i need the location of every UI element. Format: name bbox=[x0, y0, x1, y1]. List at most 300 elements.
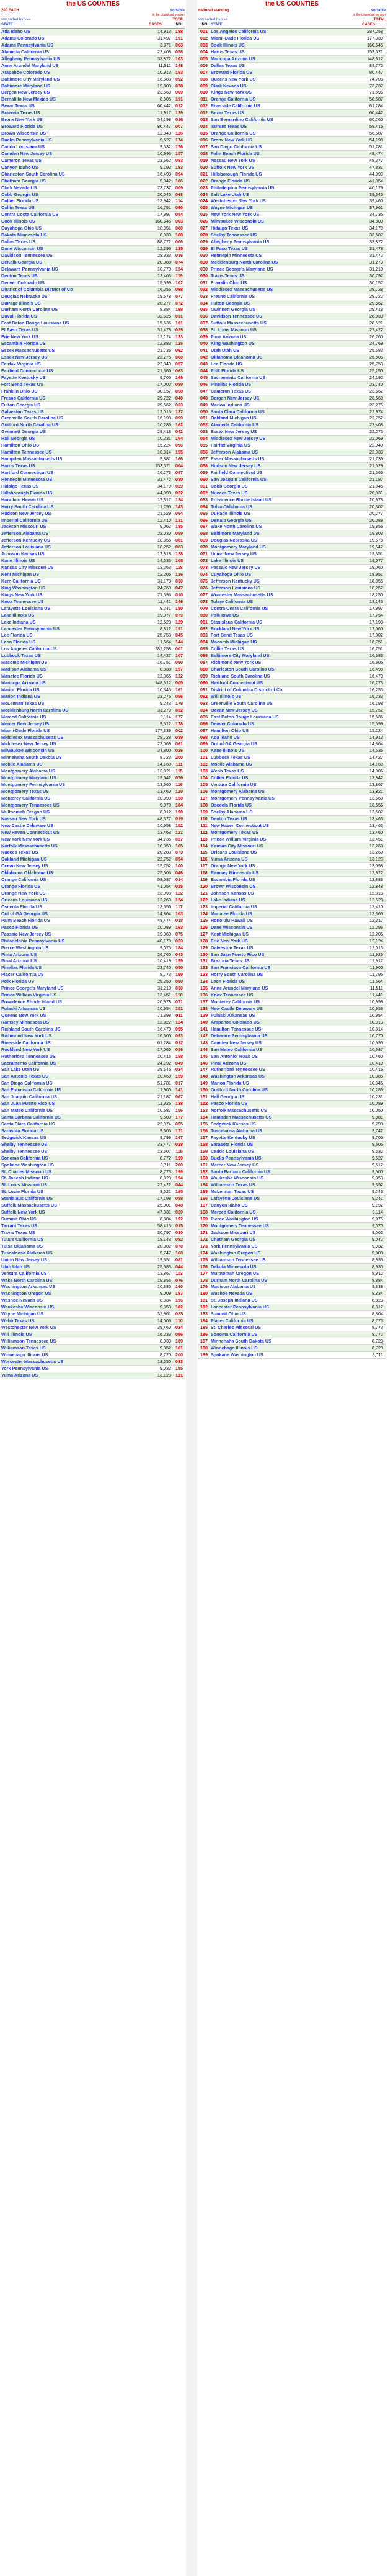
case-count: 13,507 bbox=[369, 808, 383, 815]
county-name: Jefferson Alabama US bbox=[211, 449, 258, 455]
rank-number: 138 bbox=[175, 1101, 183, 1107]
right-rows bbox=[198, 29, 386, 1359]
county-name: Passaic New Jersey US bbox=[211, 565, 261, 571]
rank-number: 156 bbox=[200, 1127, 208, 1134]
table-row bbox=[1, 1013, 185, 1019]
right-title: the US COUNTIES bbox=[265, 1, 319, 7]
rank-number: 083 bbox=[175, 544, 183, 550]
case-count: 16,751 bbox=[157, 660, 171, 666]
county-name: Kane Illinois US bbox=[1, 558, 35, 564]
case-count: 10,958 bbox=[369, 1006, 383, 1011]
table-row bbox=[198, 395, 386, 402]
rank-number: 090 bbox=[200, 680, 208, 686]
rank-number: 189 bbox=[200, 1351, 208, 1357]
case-count: 9,114 bbox=[160, 713, 171, 720]
case-count: 22,069 bbox=[369, 436, 383, 442]
rank-number: 173 bbox=[200, 1243, 208, 1249]
county-name: Spokane Washington US bbox=[211, 1351, 263, 1357]
case-count: 71,398 bbox=[157, 1012, 171, 1018]
county-name: Camden New Jersey US bbox=[1, 150, 52, 156]
case-count: 14,864 bbox=[157, 910, 171, 916]
county-name: Lake Indiana US bbox=[1, 619, 36, 625]
rank-number: 157 bbox=[200, 1134, 208, 1140]
table-row bbox=[198, 768, 386, 775]
case-count: 15,752 bbox=[157, 863, 171, 869]
county-name: Durham North Carolina US bbox=[1, 306, 58, 313]
table-row bbox=[198, 117, 386, 123]
table-row bbox=[1, 592, 185, 599]
case-count: 80,447 bbox=[369, 69, 383, 75]
table-row bbox=[1, 1318, 185, 1325]
case-count: 24,192 bbox=[157, 1060, 171, 1066]
case-count: 34,179 bbox=[369, 225, 383, 231]
rank-number: 165 bbox=[200, 1189, 208, 1195]
table-row bbox=[198, 823, 386, 830]
county-name: Worcester Massachusetts US bbox=[1, 1358, 64, 1364]
case-count: 9,353 bbox=[160, 1304, 171, 1310]
county-name: Shelby Tennessee US bbox=[211, 232, 257, 238]
case-count: 177,339 bbox=[155, 727, 171, 733]
case-count: 19,856 bbox=[157, 1277, 171, 1283]
county-name: Yuma Arizona US bbox=[1, 1372, 38, 1378]
case-count: 9,512 bbox=[160, 720, 171, 727]
rank-number: 061 bbox=[200, 483, 208, 489]
county-name: DuPage Illinois US bbox=[211, 510, 250, 516]
rank-number: 122 bbox=[200, 897, 208, 903]
table-row bbox=[198, 476, 386, 483]
rank-number: 046 bbox=[175, 870, 183, 876]
table-row bbox=[1, 306, 185, 313]
rank-number: 113 bbox=[175, 1270, 183, 1276]
case-count: 10,954 bbox=[369, 1012, 383, 1018]
table-row bbox=[1, 361, 185, 368]
rank-number: 102 bbox=[200, 761, 208, 767]
county-name: Suffolk New York US bbox=[211, 164, 255, 170]
rank-number: 060 bbox=[200, 476, 208, 482]
case-count: 21,366 bbox=[157, 367, 171, 373]
case-count: 60,260 bbox=[369, 117, 383, 123]
case-count: 21,529 bbox=[157, 510, 171, 516]
case-count: 29,722 bbox=[369, 293, 383, 299]
county-name: Hamilton Tennessee US bbox=[1, 449, 52, 455]
county-name: Santa Barbara California US bbox=[1, 1114, 61, 1120]
rank-number: 022 bbox=[200, 177, 208, 184]
rank-number: 158 bbox=[200, 1141, 208, 1147]
case-count: 20,088 bbox=[157, 259, 171, 265]
table-row bbox=[1, 537, 185, 544]
rank-number: 004 bbox=[200, 48, 208, 55]
case-count: 20,277 bbox=[369, 510, 383, 516]
rank-number: 058 bbox=[175, 388, 183, 394]
rank-number: 117 bbox=[200, 863, 208, 869]
case-count: 51,781 bbox=[369, 143, 383, 150]
rank-number: 044 bbox=[175, 1182, 183, 1188]
case-count: 71,596 bbox=[369, 89, 383, 96]
county-name: Utah Utah US bbox=[211, 347, 239, 354]
table-row bbox=[198, 456, 386, 463]
rank-number: 175 bbox=[200, 1256, 208, 1263]
rank-number: 185 bbox=[175, 1365, 183, 1371]
case-count: 22,040 bbox=[369, 442, 383, 449]
case-count: 25,250 bbox=[369, 367, 383, 373]
table-row bbox=[198, 592, 386, 599]
table-row bbox=[1, 775, 185, 782]
county-name: Bergen New Jersey US bbox=[211, 395, 260, 401]
case-count: 19,542 bbox=[157, 775, 171, 781]
county-name: Denver Colorado US bbox=[1, 279, 45, 285]
case-count: 12,365 bbox=[369, 910, 383, 916]
rank-number: 151 bbox=[175, 1006, 183, 1011]
rank-number: 125 bbox=[175, 341, 183, 347]
case-count: 12,124 bbox=[369, 937, 383, 944]
county-name: Hillsborough Florida US bbox=[1, 490, 53, 496]
county-name: Imperial California US bbox=[1, 517, 48, 523]
table-row bbox=[1, 802, 185, 809]
case-count: 37,961 bbox=[369, 205, 383, 211]
case-count: 25,250 bbox=[157, 978, 171, 985]
table-row bbox=[1, 483, 185, 490]
case-count: 15,599 bbox=[369, 720, 383, 727]
case-count: 29,728 bbox=[369, 286, 383, 292]
case-count: 14,913 bbox=[157, 29, 171, 34]
right-col-cases[interactable]: CASES bbox=[362, 23, 375, 27]
left-column-header bbox=[1, 22, 185, 29]
case-count: 14,427 bbox=[369, 754, 383, 761]
table-row bbox=[198, 653, 386, 660]
case-count: 20,302 bbox=[157, 1243, 171, 1249]
right-col-no[interactable]: NO bbox=[201, 23, 208, 27]
table-row bbox=[198, 748, 386, 754]
table-row bbox=[1, 1006, 185, 1013]
case-count: 17,997 bbox=[369, 605, 383, 611]
case-count: 10,385 bbox=[369, 1073, 383, 1080]
county-name: Williamson Texas US bbox=[211, 1182, 255, 1188]
table-row bbox=[1, 897, 185, 904]
table-row bbox=[198, 151, 386, 158]
case-count: 48,474 bbox=[157, 917, 171, 923]
table-row bbox=[198, 212, 386, 218]
table-row bbox=[198, 883, 386, 890]
table-row bbox=[198, 130, 386, 137]
county-name: Lancaster Pennsylvania US bbox=[211, 1304, 269, 1310]
table-row bbox=[198, 904, 386, 911]
rank-number: 004 bbox=[175, 463, 183, 468]
table-row bbox=[198, 809, 386, 816]
county-name: Kings New York US bbox=[211, 89, 252, 96]
rank-number: 061 bbox=[175, 741, 183, 747]
rank-number: 101 bbox=[175, 320, 183, 326]
county-name: Guilford North Carolina US bbox=[211, 1087, 268, 1093]
county-name: Fairfield Connecticut US bbox=[1, 367, 53, 373]
table-row bbox=[198, 1094, 386, 1101]
case-count: 8,773 bbox=[372, 1325, 383, 1331]
rank-number: 150 bbox=[200, 1087, 208, 1093]
rank-number: 009 bbox=[200, 83, 208, 89]
rank-number: 179 bbox=[175, 700, 183, 706]
rank-number: 031 bbox=[175, 313, 183, 320]
table-row bbox=[198, 972, 386, 978]
case-count: 8,711 bbox=[372, 1351, 383, 1357]
table-row bbox=[1, 1067, 185, 1073]
rank-number: 110 bbox=[200, 815, 208, 821]
right-col-state[interactable]: STATE bbox=[211, 23, 223, 27]
table-row bbox=[198, 985, 386, 992]
table-row bbox=[198, 171, 386, 178]
table-row bbox=[198, 761, 386, 768]
county-name: Denton Texas US bbox=[1, 272, 38, 279]
county-name: Philadelphia Pennsylvania US bbox=[1, 937, 65, 944]
case-count: 8,884 bbox=[372, 1277, 383, 1283]
county-name: Out of GA Georgia US bbox=[211, 741, 257, 747]
rank-number: 144 bbox=[200, 1046, 208, 1052]
case-count: 22,069 bbox=[157, 741, 171, 747]
county-name: Washoe Nevada US bbox=[211, 1290, 252, 1297]
left-col-no[interactable]: NO bbox=[175, 23, 182, 27]
table-row bbox=[1, 1196, 185, 1202]
county-name: Pulaski Arkansas US bbox=[211, 1012, 255, 1018]
rank-number: 086 bbox=[175, 1046, 183, 1052]
county-name: Montgomery Pennsylvania US bbox=[1, 782, 66, 788]
rank-number: 143 bbox=[200, 1039, 208, 1045]
table-row bbox=[198, 1196, 386, 1202]
case-count: 12,528 bbox=[157, 619, 171, 625]
table-row bbox=[1, 69, 185, 76]
county-name: Jackson Missouri US bbox=[1, 524, 46, 530]
county-name: Dakota Minnesota US bbox=[211, 1263, 257, 1269]
table-row bbox=[1, 137, 185, 144]
county-name: Sarasota Florida US bbox=[1, 1127, 44, 1134]
case-count: 40,179 bbox=[369, 184, 383, 190]
rank-number: 022 bbox=[175, 490, 183, 496]
table-row bbox=[198, 192, 386, 199]
case-count: 31,478 bbox=[369, 246, 383, 251]
case-count: 29,722 bbox=[157, 395, 171, 401]
county-name: Tuscaloosa Alabama US bbox=[1, 1250, 53, 1256]
case-count: 20,283 bbox=[157, 849, 171, 856]
left-col-cases[interactable]: CASES bbox=[149, 23, 162, 27]
table-row bbox=[198, 1284, 386, 1290]
case-count: 13,463 bbox=[157, 829, 171, 835]
case-count: 39,460 bbox=[157, 1325, 171, 1331]
case-count: 28,933 bbox=[369, 313, 383, 320]
table-row bbox=[198, 856, 386, 863]
table-row bbox=[1, 1114, 185, 1121]
case-count: 19,060 bbox=[157, 931, 171, 937]
county-name: Pierce Washington US bbox=[1, 944, 49, 950]
case-count: 10,814 bbox=[157, 449, 171, 455]
table-row bbox=[198, 89, 386, 96]
table-row bbox=[198, 29, 386, 35]
case-count: 13,942 bbox=[369, 775, 383, 781]
case-count: 30,157 bbox=[157, 388, 171, 394]
rank-number: 187 bbox=[200, 1338, 208, 1344]
rank-number: 075 bbox=[175, 931, 183, 937]
county-name: San Antonio Texas US bbox=[211, 1053, 258, 1059]
county-name: Brown Wisconsin US bbox=[1, 130, 46, 136]
county-name: Williamson Tennessee US bbox=[211, 1256, 266, 1263]
county-name: Out of GA Georgia US bbox=[1, 910, 48, 916]
county-name: Charleston South Carolina US bbox=[1, 171, 65, 177]
rank-number: 182 bbox=[175, 1304, 183, 1310]
table-row bbox=[1, 171, 185, 178]
table-row bbox=[198, 449, 386, 456]
county-name: Tarrant Texas US bbox=[211, 123, 247, 130]
rank-number: 096 bbox=[175, 1331, 183, 1337]
table-row bbox=[1, 843, 185, 850]
case-count: 11,564 bbox=[157, 639, 171, 645]
case-count: 10,913 bbox=[369, 1019, 383, 1025]
table-row bbox=[198, 1087, 386, 1094]
case-count: 15,224 bbox=[369, 727, 383, 733]
county-name: Montgomery Alabama US bbox=[1, 768, 55, 774]
rank-number: 024 bbox=[175, 1325, 183, 1331]
table-row bbox=[1, 830, 185, 836]
county-name: Hall Georgia US bbox=[1, 436, 35, 442]
rank-number: 188 bbox=[175, 29, 183, 34]
case-count: 8,912 bbox=[160, 808, 171, 815]
county-name: Essex Massachusetts US bbox=[1, 347, 55, 354]
county-name: Orange California US bbox=[1, 877, 46, 883]
county-name: Essex New Jersey US bbox=[211, 429, 257, 435]
table-row bbox=[1, 877, 185, 883]
county-name: Pinellas Florida US bbox=[1, 965, 42, 971]
case-count: 22,275 bbox=[369, 429, 383, 435]
county-name: Ramsey Minnesota US bbox=[1, 1019, 50, 1025]
rank-number: 025 bbox=[175, 883, 183, 890]
case-count: 8,773 bbox=[160, 972, 171, 978]
rank-number: 155 bbox=[200, 1120, 208, 1127]
case-count: 13,260 bbox=[369, 849, 383, 856]
case-count: 39,645 bbox=[369, 191, 383, 197]
table-row bbox=[1, 694, 185, 700]
case-count: 10,913 bbox=[157, 69, 171, 75]
table-row bbox=[1, 341, 185, 347]
case-count: 10,416 bbox=[369, 1067, 383, 1073]
case-count: 8,812 bbox=[372, 1304, 383, 1310]
table-row bbox=[198, 836, 386, 843]
case-count: 10,345 bbox=[157, 686, 171, 692]
table-row bbox=[198, 830, 386, 836]
county-name: Ocean New Jersey US bbox=[211, 707, 258, 713]
rank-number: 118 bbox=[200, 870, 208, 876]
rank-number: 159 bbox=[200, 1148, 208, 1154]
case-count: 11,925 bbox=[369, 951, 383, 957]
rank-number: 102 bbox=[175, 279, 183, 285]
county-name: Caddo Louisiana US bbox=[211, 1148, 254, 1154]
rank-number: 088 bbox=[175, 1196, 183, 1202]
right-sort-note: vvv sorted by >>> bbox=[198, 18, 228, 22]
rank-number: 042 bbox=[175, 429, 183, 435]
county-name: Sonoma California US bbox=[211, 1331, 258, 1337]
case-count: 33,507 bbox=[369, 232, 383, 238]
case-count: 160,645 bbox=[155, 218, 171, 225]
rank-number: 043 bbox=[200, 360, 208, 367]
county-name: Middlesex New Jersey US bbox=[211, 436, 266, 442]
county-name: Essex Massachusetts US bbox=[211, 456, 265, 462]
county-name: Ocean New Jersey US bbox=[1, 863, 48, 869]
case-count: 16,273 bbox=[157, 469, 171, 475]
rank-number: 031 bbox=[200, 279, 208, 285]
county-name: Dallas Texas US bbox=[1, 239, 36, 245]
table-row bbox=[1, 470, 185, 476]
county-name: Sonoma California US bbox=[1, 1155, 48, 1161]
rank-number: 084 bbox=[175, 212, 183, 218]
county-name: Orange New York US bbox=[211, 863, 255, 869]
rank-number: 074 bbox=[175, 259, 183, 265]
case-count: 9,527 bbox=[160, 137, 171, 143]
rank-number: 133 bbox=[175, 334, 183, 340]
case-count: 58,587 bbox=[369, 96, 383, 102]
county-name: Shelby Tennessee US bbox=[1, 1141, 48, 1147]
case-count: 19,077 bbox=[157, 612, 171, 618]
case-count: 9,070 bbox=[160, 802, 171, 808]
table-row bbox=[198, 246, 386, 253]
case-count: 14,913 bbox=[369, 734, 383, 740]
left-col-state[interactable]: STATE bbox=[1, 23, 13, 27]
county-name: Washoe Nevada US bbox=[1, 1297, 43, 1304]
county-name: Osceola Florida US bbox=[211, 802, 252, 808]
case-count: 177,339 bbox=[367, 35, 383, 41]
county-name: Hennepin Minnesota US bbox=[1, 476, 53, 482]
rank-number: 101 bbox=[200, 754, 208, 761]
rank-number: 197 bbox=[175, 666, 183, 673]
rank-number: 191 bbox=[175, 35, 183, 41]
rank-number: 098 bbox=[175, 286, 183, 292]
table-row bbox=[1, 741, 185, 748]
rank-number: 172 bbox=[200, 1236, 208, 1242]
county-name: Ada Idaho US bbox=[1, 29, 30, 34]
county-name: Hidalgo Texas US bbox=[211, 225, 249, 231]
table-row bbox=[198, 924, 386, 931]
rank-number: 141 bbox=[175, 1087, 183, 1093]
table-row bbox=[198, 639, 386, 646]
table-row bbox=[198, 795, 386, 802]
table-row bbox=[1, 1338, 185, 1345]
case-count: 29,418 bbox=[369, 306, 383, 313]
county-name: Suffolk Massachusetts US bbox=[1, 1202, 57, 1209]
county-name: Montgomery Maryland US bbox=[211, 544, 266, 550]
case-count: 21,187 bbox=[369, 476, 383, 482]
rank-number: 063 bbox=[175, 367, 183, 373]
county-name: Franklin Ohio US bbox=[211, 279, 247, 285]
case-count: 15,599 bbox=[157, 279, 171, 285]
case-count: 26,760 bbox=[157, 951, 171, 957]
rank-number: 066 bbox=[200, 517, 208, 523]
county-name: Lake Illinois US bbox=[211, 558, 244, 564]
table-row bbox=[198, 978, 386, 985]
county-name: Osceola Florida US bbox=[1, 903, 42, 910]
rank-number: 030 bbox=[175, 578, 183, 584]
rank-number: 107 bbox=[175, 653, 183, 659]
rank-number: 029 bbox=[200, 239, 208, 245]
rank-number: 091 bbox=[200, 686, 208, 692]
table-row bbox=[1, 1216, 185, 1223]
table-row bbox=[198, 1101, 386, 1107]
case-count: 16,605 bbox=[157, 1032, 171, 1039]
county-name: Tulare California US bbox=[1, 1236, 44, 1242]
county-name: Orleans Louisiana US bbox=[211, 849, 257, 856]
rank-number: 095 bbox=[175, 1026, 183, 1032]
case-count: 20,931 bbox=[369, 490, 383, 496]
table-row bbox=[1, 680, 185, 687]
table-row bbox=[198, 646, 386, 653]
table-row bbox=[1, 544, 185, 551]
left-sub-desc: in the download version bbox=[152, 13, 185, 17]
county-name: York Pennsylvania US bbox=[1, 1365, 48, 1371]
rank-number: 195 bbox=[175, 1189, 183, 1195]
rank-number: 124 bbox=[175, 1019, 183, 1025]
table-row bbox=[198, 1223, 386, 1230]
